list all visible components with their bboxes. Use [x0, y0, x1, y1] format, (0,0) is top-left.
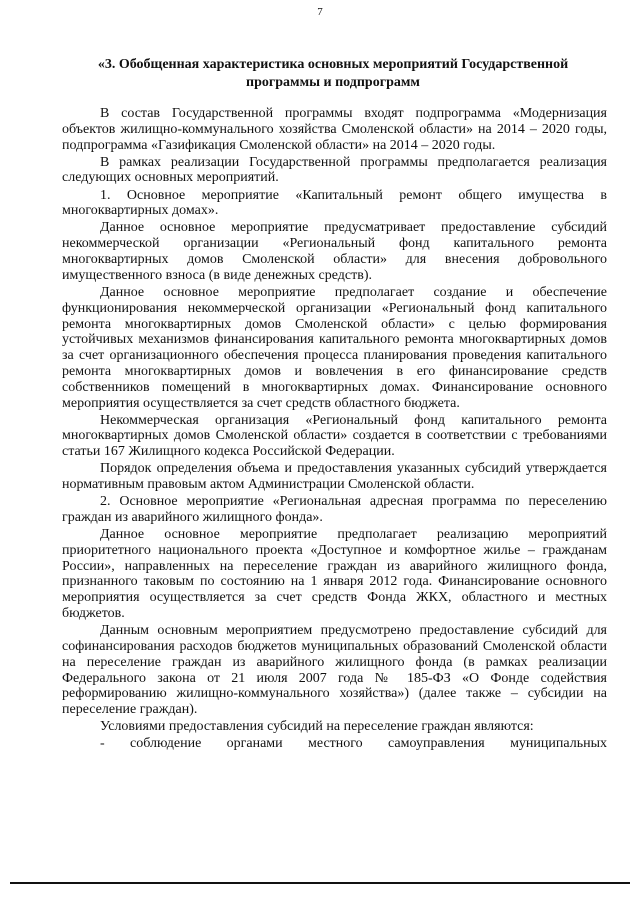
section-heading: «3. Обобщенная характеристика основных мероприятий Государственной программы и подпрограмм [97, 57, 569, 90]
paragraph-activity-1-subsidies: Данное основное мероприятие предусматривает предоставление субсидий некоммерческой организации «Региональный фонд капитального ремонта многоквартирных домов Смоленской области» для внесения добровольного имущественного взноса (в виде денежных средств). [62, 220, 607, 283]
document-body [62, 106, 607, 753]
paragraph-subprograms: В состав Государственной программы входят подпрограмма «Модернизация объектов жилищно-коммунального хозяйства Смоленской области» на 2014 – 2020 годы, подпрограмма «Газификация Смоленской области» на 2014 – 2020 годы. [62, 106, 607, 153]
paragraph-condition-item: - соблюдение органами местного самоуправления муниципальных [100, 736, 607, 752]
paragraph-subsidy-conditions: Условиями предоставления субсидий на переселение граждан являются: [100, 719, 534, 735]
paragraph-activity-2-description: Данное основное мероприятие предполагает реализацию мероприятий приоритетного национального проекта «Доступное и комфортное жилье – гражданам России», направленных на переселение граждан из аварийного жилищного фонда, признанного таковым по состоянию на 1 января 2012 года. Финансирование основного мероприятия осуществляется за счет средств Фонда ЖКХ, областного и местных бюджетов. [62, 527, 607, 622]
paragraph-fund-creation: Некоммерческая организация «Региональный фонд капитального ремонта многоквартирных домов Смоленской области» создается в соответствии с требованиями статьи 167 Жилищного кодекса Российской Федерации. [62, 412, 607, 460]
paragraph-resettlement-subsidies: Данным основным мероприятием предусмотрено предоставление субсидий для софинансирования расходов бюджетов муниципальных образований Смоленской области на переселение граждан из аварийного жилищного фонда (в рамках реализации Федерального закона от 21 июля 2007 года № 185-ФЗ «О Фонде содействия реформированию жилищно-коммунального хозяйства») (далее также – субсидии на переселение граждан). [62, 623, 607, 718]
page-bottom-rule [10, 882, 630, 884]
paragraph-main-activities-intro: В рамках реализации Государственной программы предполагается реализация следующих основных мероприятий. [62, 154, 607, 186]
paragraph-activity-1-title: 1. Основное мероприятие «Капитальный ремонт общего имущества в многоквартирных домах». [62, 187, 607, 219]
paragraph-activity-1-fund-operation: Данное основное мероприятие предполагает создание и обеспечение функционирования некоммерческой организации «Региональный фонд капитального ремонта многоквартирных домов Смоленской области» с целью формирования устойчивых механизмов финансирования капитального ремонта многоквартирных домов за счет организационного обеспечения процесса планирования проведения капитального ремонта многоквартирных домов и вовлечения в его финансирование средств собственников помещений в многоквартирных домах. Финансирование основного мероприятия осуществляется за счет средств областного бюджета. [62, 284, 607, 411]
paragraph-subsidy-procedure: Порядок определения объема и предоставления указанных субсидий утверждается нормативным правовым актом Администрации Смоленской области. [62, 461, 607, 493]
page-number: 7 [317, 6, 323, 18]
paragraph-activity-2-title: 2. Основное мероприятие «Региональная адресная программа по переселению граждан из аварийного жилищного фонда». [62, 494, 607, 525]
